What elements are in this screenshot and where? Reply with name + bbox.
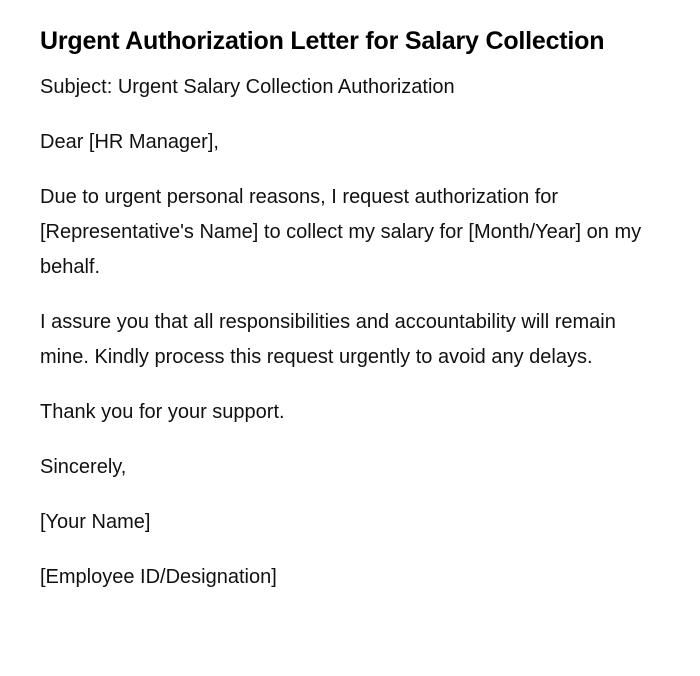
thanks-line: Thank you for your support. bbox=[40, 401, 285, 423]
letter bbox=[40, 24, 660, 595]
closing: Sincerely, bbox=[40, 456, 127, 478]
body-paragraph-assurance: I assure you that all responsibilities and accountability will remain mine. Kindly process this request urgently to avoid any delays. bbox=[40, 311, 616, 368]
signature-id: [Employee ID/Designation] bbox=[40, 566, 277, 588]
letter-title: Urgent Authorization Letter for Salary Collection bbox=[40, 27, 605, 55]
subject-line: Subject: Urgent Salary Collection Authorization bbox=[40, 76, 455, 98]
salutation: Dear [HR Manager], bbox=[40, 131, 219, 153]
body-paragraph-request: Due to urgent personal reasons, I request authorization for [Representative's Name] to collect my salary for [Month/Year] on my behalf. bbox=[40, 186, 642, 278]
signature-name: [Your Name] bbox=[40, 511, 151, 533]
